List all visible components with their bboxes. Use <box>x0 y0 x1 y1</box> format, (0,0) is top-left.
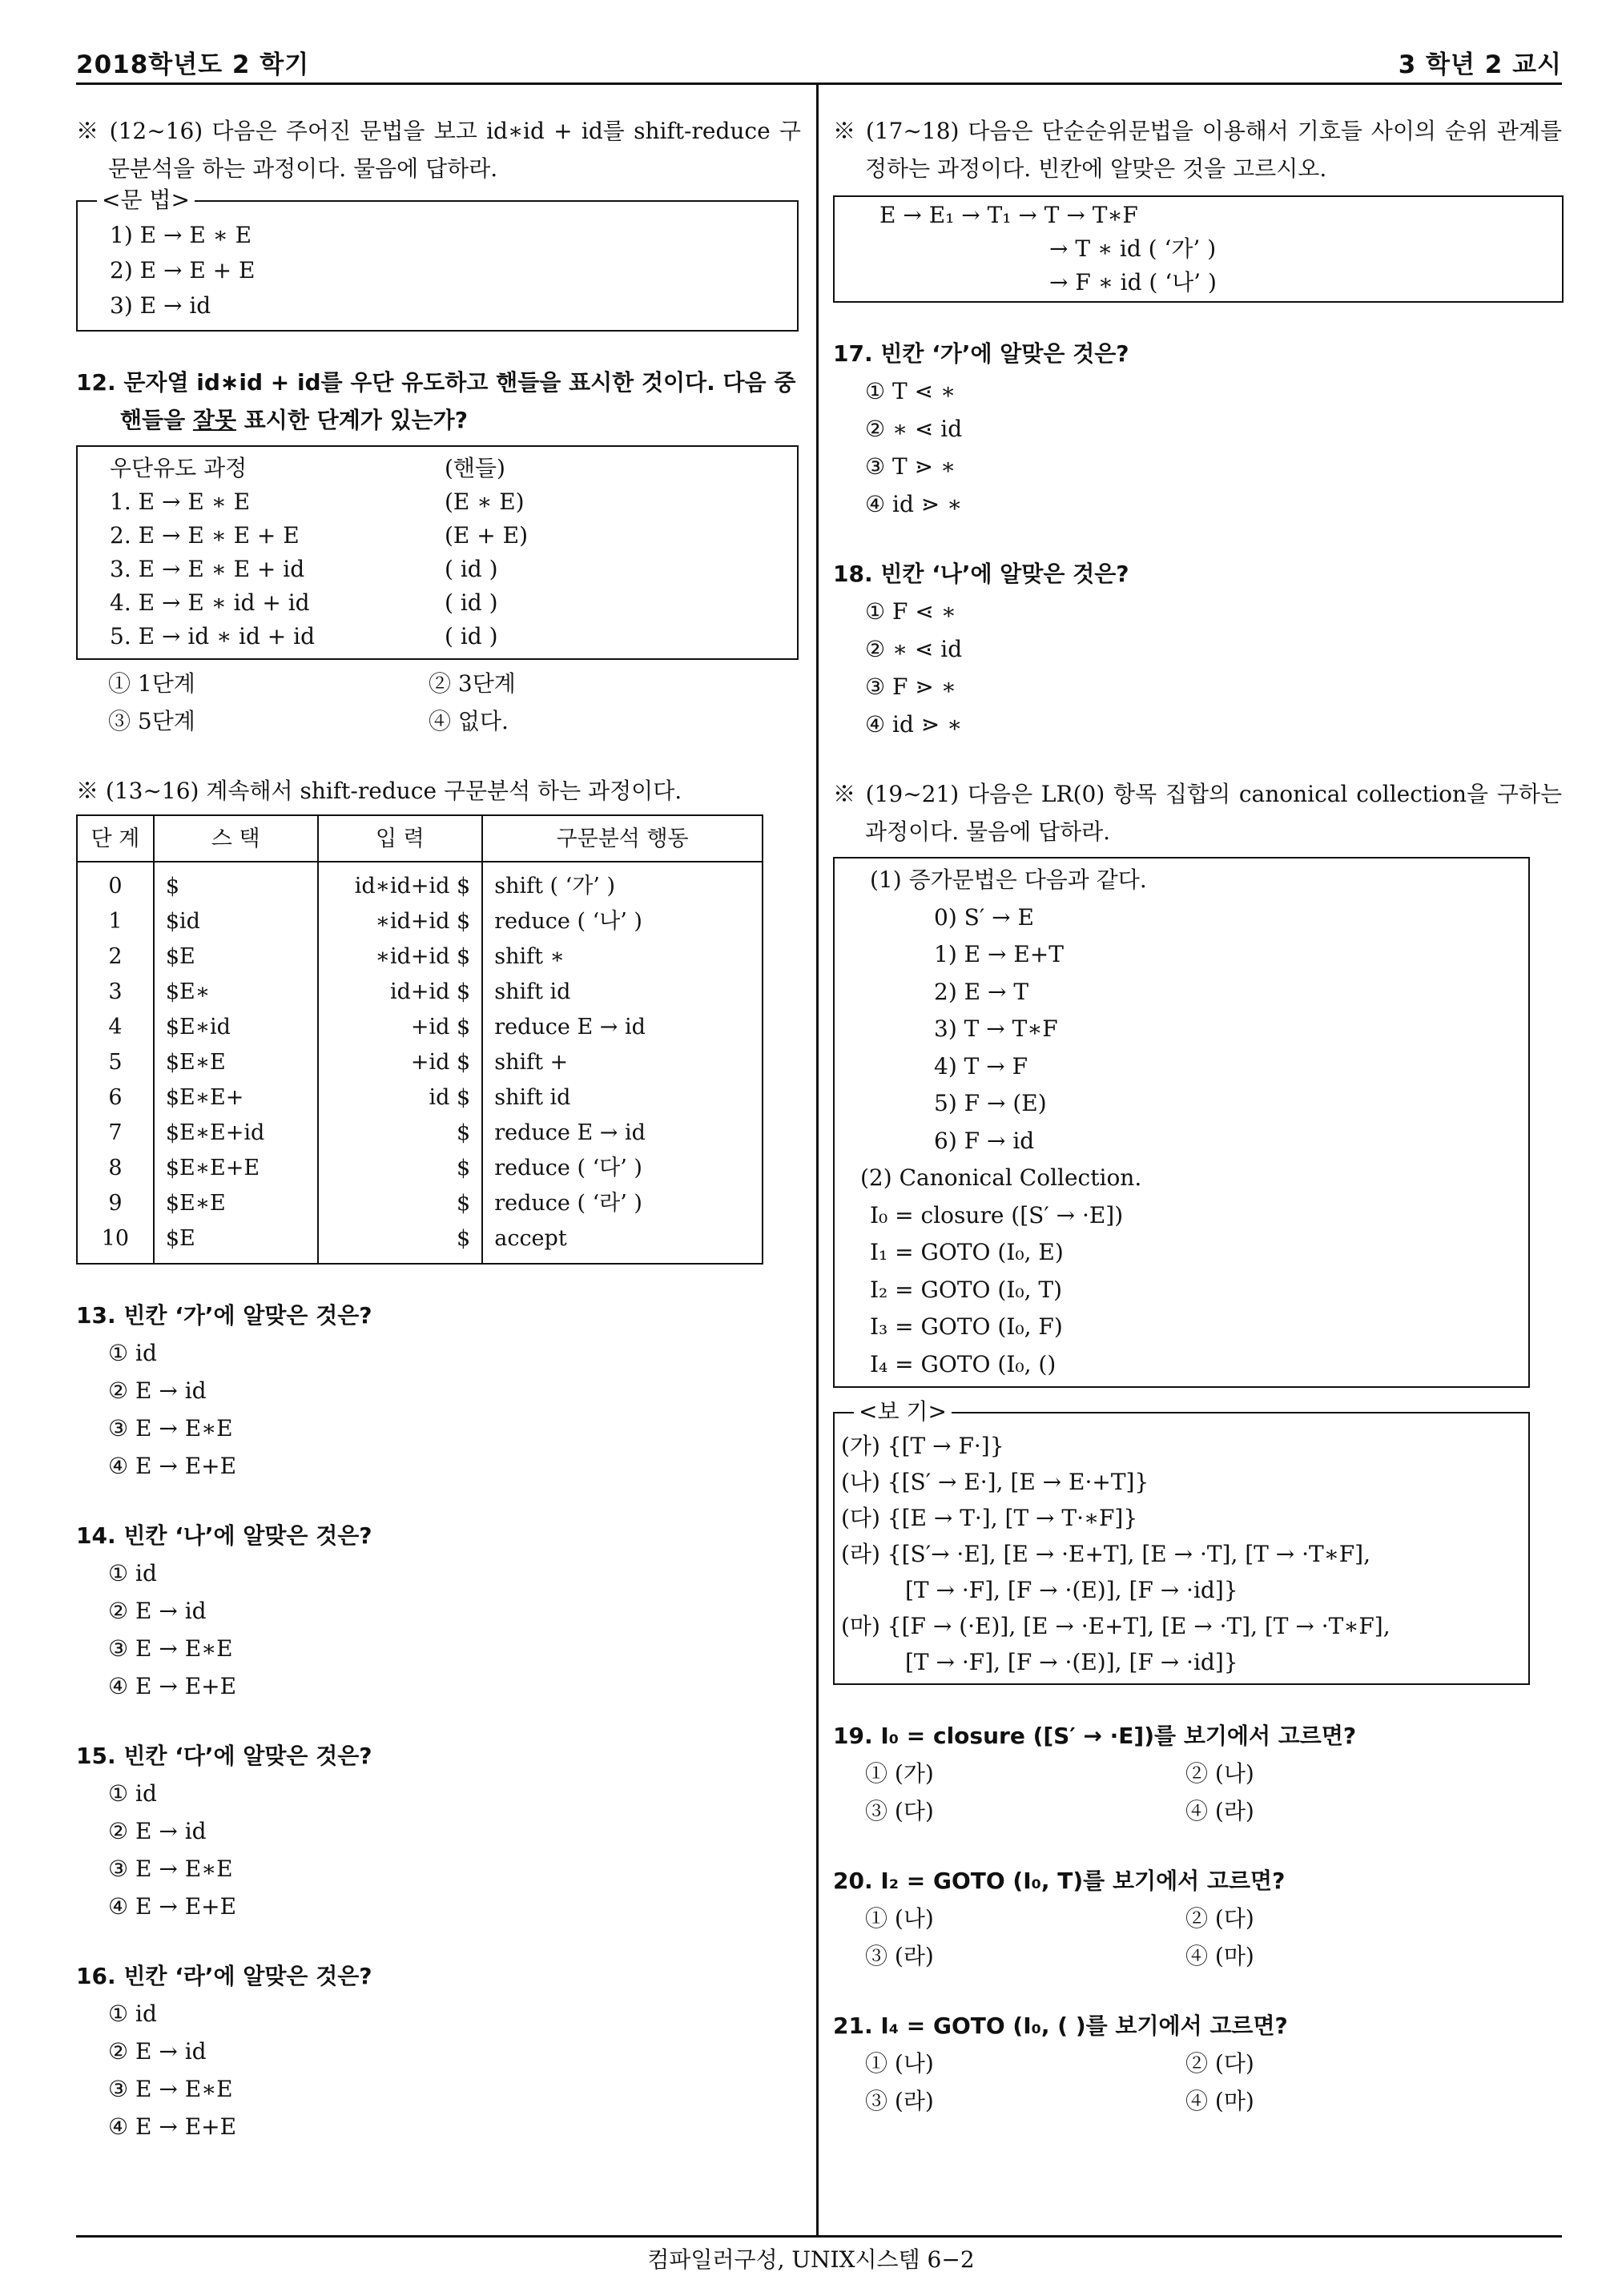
question-12-emphasis: 잘못 <box>192 407 237 433</box>
column-divider <box>816 85 819 2238</box>
question-20-options <box>833 1937 1562 1975</box>
lr0-item-set: I₄ = GOTO (I₀, () <box>870 1350 1057 1377</box>
parse-table <box>76 814 763 1265</box>
question-20-options <box>833 1900 1562 1937</box>
question-12-options <box>76 702 801 740</box>
answer-option[interactable]: ① (가) <box>865 1760 934 1787</box>
answer-option[interactable]: ② 3단계 <box>429 670 516 697</box>
derivation-row: 1. E → E ∗ E (E ∗ E) <box>110 489 525 515</box>
bogi-item: (나) {[S′ → E·], [E → E·+T]} <box>841 1469 1149 1495</box>
question-19-title: 19. I₀ = closure ([S′ → ·E])를 보기에서 고르면? <box>833 1723 1357 1749</box>
derivation-box <box>76 445 799 660</box>
parse-table-header <box>77 815 763 862</box>
derivation-col-process: 우단유도 과정 <box>110 455 248 481</box>
answer-option[interactable]: ④ id ⋗ ∗ <box>865 711 963 738</box>
derivation-col-handle: (핸들) <box>445 455 505 481</box>
question-18-title: 18. 빈칸 ‘나’에 알맞은 것은? <box>833 561 1129 587</box>
answer-option[interactable]: ② ∗ ⋖ id <box>865 636 963 662</box>
answer-option[interactable]: ① T ⋖ ∗ <box>865 378 956 404</box>
section-intro-13-16: ※ (13∼16) 계속해서 shift-reduce 구문분석 하는 과정이다. <box>76 778 682 804</box>
parse-table-header-stack: 스 택 <box>154 815 318 862</box>
lr0-step-2: (2) Canonical Collection. <box>860 1164 1142 1191</box>
answer-option[interactable]: ④ (라) <box>1185 1798 1254 1824</box>
question-14-title: 14. 빈칸 ‘나’에 알맞은 것은? <box>76 1522 372 1549</box>
bogi-item-continued: [T → ·F], [F → ·(E)], [F → ·id]} <box>905 1577 1238 1603</box>
answer-option[interactable]: ④ E → E+E <box>108 1453 237 1479</box>
section-intro-17-18: ※ (17∼18) 다음은 단순순위문법을 이용해서 기호들 사이의 순위 관계를 정하는 과정이다. 빈칸에 알맞은 것을 고르시오. <box>833 118 1562 182</box>
answer-option[interactable]: ④ (마) <box>1185 1943 1254 1969</box>
answer-option[interactable]: ② ∗ ⋖ id <box>865 416 963 442</box>
derivation-line: E → E₁ → T₁ → T → T∗F <box>879 202 1138 228</box>
augmented-rule: 2) E → T <box>934 978 1029 1005</box>
bogi-item: (다) {[E → T·], [T → T·∗F]} <box>841 1505 1138 1531</box>
exam-header-left: 2018학년도 2 학기 <box>76 50 310 79</box>
bogi-item: (마) {[F → (·E)], [E → ·E+T], [E → ·T], [T → ·T∗F], <box>841 1613 1391 1639</box>
question-20-title: 20. I₂ = GOTO (I₀, T)를 보기에서 고르면? <box>833 1868 1286 1894</box>
right-column <box>833 112 1562 2120</box>
answer-option[interactable]: ① F ⋖ ∗ <box>865 598 956 625</box>
answer-option[interactable]: ② (나) <box>1185 1760 1254 1787</box>
grammar-rule: 1) E → E ∗ E <box>110 222 252 248</box>
question-17-title: 17. 빈칸 ‘가’에 알맞은 것은? <box>833 340 1129 367</box>
parse-table-header-step: 단 계 <box>77 815 154 862</box>
grammar-rule: 3) E → id <box>110 292 211 319</box>
answer-option[interactable]: ① id <box>108 1780 157 1807</box>
exam-header-right: 3 학년 2 교시 <box>1398 50 1562 79</box>
table-row: 8 $E∗E+E $ reduce ( ‘다’ ) <box>77 1151 763 1186</box>
question-21-options <box>833 2045 1562 2082</box>
derivation-line: → F ∗ id ( ‘나’ ) <box>1049 269 1217 296</box>
table-row: 5 $E∗E +id $ shift + <box>77 1045 763 1080</box>
question-19-options <box>833 1755 1562 1792</box>
answer-option[interactable]: ④ E → E+E <box>108 2113 237 2140</box>
answer-option[interactable]: ① id <box>108 2000 157 2027</box>
answer-option[interactable]: ① (나) <box>865 2050 934 2077</box>
answer-option[interactable]: ③ T ⋗ ∗ <box>865 453 956 480</box>
question-12-number: 12. <box>76 369 116 396</box>
question-12-options <box>76 665 801 702</box>
parse-table-header-action: 구문분석 행동 <box>482 815 763 862</box>
answer-option[interactable]: ③ E → E∗E <box>108 1856 233 1882</box>
augmented-rule: 4) T → F <box>934 1052 1028 1080</box>
augmented-rule: 6) F → id <box>934 1127 1035 1154</box>
header-rule <box>76 82 1562 85</box>
lr0-step-1: (1) 증가문법은 다음과 같다. <box>870 867 1147 893</box>
page-footer: 컴파일러구성, UNIX시스템 6−2 <box>647 2246 975 2273</box>
table-row: 7 $E∗E+id $ reduce E → id <box>77 1116 763 1151</box>
answer-option[interactable]: ③ F ⋗ ∗ <box>865 674 956 700</box>
answer-option[interactable]: ② E → id <box>108 1598 207 1624</box>
derivation-row: 3. E → E ∗ E + id ( id ) <box>110 556 498 582</box>
derivation-sequence-box <box>833 195 1564 303</box>
grammar-box-label: <문 법> <box>97 184 195 216</box>
table-row: 0 $ id∗id+id $ shift ( ‘가’ ) <box>77 862 763 904</box>
question-21-title: 21. I₄ = GOTO (I₀, ( )를 보기에서 고르면? <box>833 2013 1288 2039</box>
derivation-line: → T ∗ id ( ‘가’ ) <box>1049 235 1217 262</box>
question-13-title: 13. 빈칸 ‘가’에 알맞은 것은? <box>76 1302 372 1329</box>
section-intro-19-21: ※ (19∼21) 다음은 LR(0) 항목 집합의 canonical collection을 구하는 과정이다. 물음에 답하라. <box>833 781 1562 845</box>
lr0-collection-box <box>833 857 1530 1388</box>
derivation-header <box>110 452 797 485</box>
answer-option[interactable]: ② E → id <box>108 1377 207 1404</box>
answer-option[interactable]: ④ id ⋗ ∗ <box>865 491 963 517</box>
answer-option[interactable]: ④ 없다. <box>429 708 509 734</box>
question-19-options <box>833 1792 1562 1830</box>
derivation-row: 5. E → id ∗ id + id ( id ) <box>110 623 498 649</box>
table-row: 1 $id ∗id+id $ reduce ( ‘나’ ) <box>77 904 763 939</box>
bogi-item: (가) {[T → F·]} <box>841 1433 1004 1459</box>
augmented-rule: 3) T → T∗F <box>934 1015 1058 1042</box>
answer-option[interactable]: ③ E → E∗E <box>108 2076 233 2102</box>
derivation-row: 4. E → E ∗ id + id ( id ) <box>110 589 498 616</box>
answer-option[interactable]: ③ 5단계 <box>108 708 195 734</box>
derivation-row: 2. E → E ∗ E + E (E + E) <box>110 522 528 549</box>
answer-option[interactable]: ④ (마) <box>1185 2088 1254 2114</box>
grammar-box <box>76 187 799 332</box>
bogi-box <box>833 1398 1530 1685</box>
answer-option[interactable]: ③ (다) <box>865 1798 934 1824</box>
question-21-options <box>833 2082 1562 2120</box>
question-12-text-post: 표시한 단계가 있는가? <box>236 407 468 433</box>
answer-option[interactable]: ④ E → E+E <box>108 1673 237 1699</box>
answer-option[interactable]: ① 1단계 <box>108 670 195 697</box>
table-row: 2 $E ∗id+id $ shift ∗ <box>77 939 763 975</box>
lr0-item-set: I₂ = GOTO (I₀, T) <box>870 1276 1063 1303</box>
bogi-box-label: <보 기> <box>854 1396 952 1428</box>
answer-option[interactable]: ② E → id <box>108 1818 207 1844</box>
answer-option[interactable]: ④ E → E+E <box>108 1893 237 1920</box>
left-column <box>76 112 801 2145</box>
section-intro-12-16: ※ (12∼16) 다음은 주어진 문법을 보고 id∗id + id를 shift-reduce 구문분석을 하는 과정이다. 물음에 답하라. <box>76 118 801 182</box>
parse-table-header-input: 입 력 <box>318 815 483 862</box>
answer-option[interactable]: ③ (라) <box>865 2088 934 2114</box>
answer-option[interactable]: ② E → id <box>108 2038 207 2065</box>
question-15-title: 15. 빈칸 ‘다’에 알맞은 것은? <box>76 1743 372 1769</box>
answer-option[interactable]: ③ E → E∗E <box>108 1415 233 1442</box>
augmented-rule: 0) S′ → E <box>934 903 1034 931</box>
answer-option[interactable]: ② (다) <box>1185 1905 1254 1932</box>
augmented-rule: 1) E → E+T <box>934 941 1064 967</box>
question-12-title <box>76 364 801 439</box>
answer-option[interactable]: ① id <box>108 1560 157 1586</box>
footer-rule <box>76 2235 1562 2238</box>
lr0-item-set: I₀ = closure ([S′ → ·E]) <box>870 1201 1124 1228</box>
answer-option[interactable]: ③ E → E∗E <box>108 1635 233 1662</box>
question-12-text-pre: 문자열 id∗id + id를 우단 유도하고 핸들을 표시한 것이다. 다음 중 핸들을 <box>120 369 796 433</box>
table-row: 10 $E $ accept <box>77 1221 763 1264</box>
bogi-item: (라) {[S′→ ·E], [E → ·E+T], [E → ·T], [T → ·T∗F], <box>841 1541 1370 1567</box>
lr0-item-set: I₃ = GOTO (I₀, F) <box>870 1313 1063 1340</box>
table-row: 6 $E∗E+ id $ shift id <box>77 1080 763 1116</box>
table-row: 3 $E∗ id+id $ shift id <box>77 975 763 1010</box>
answer-option[interactable]: ② (다) <box>1185 2050 1254 2077</box>
grammar-rule: 2) E → E + E <box>110 257 256 283</box>
table-row: 9 $E∗E $ reduce ( ‘라’ ) <box>77 1186 763 1221</box>
lr0-item-set: I₁ = GOTO (I₀, E) <box>870 1239 1064 1265</box>
question-16-title: 16. 빈칸 ‘라’에 알맞은 것은? <box>76 1963 372 1989</box>
augmented-rule: 5) F → (E) <box>934 1090 1047 1116</box>
table-row: 4 $E∗id +id $ reduce E → id <box>77 1010 763 1045</box>
bogi-item-continued: [T → ·F], [F → ·(E)], [F → ·id]} <box>905 1649 1238 1675</box>
answer-option[interactable]: ① (나) <box>865 1905 934 1932</box>
answer-option[interactable]: ③ (라) <box>865 1943 934 1969</box>
answer-option[interactable]: ① id <box>108 1340 157 1366</box>
